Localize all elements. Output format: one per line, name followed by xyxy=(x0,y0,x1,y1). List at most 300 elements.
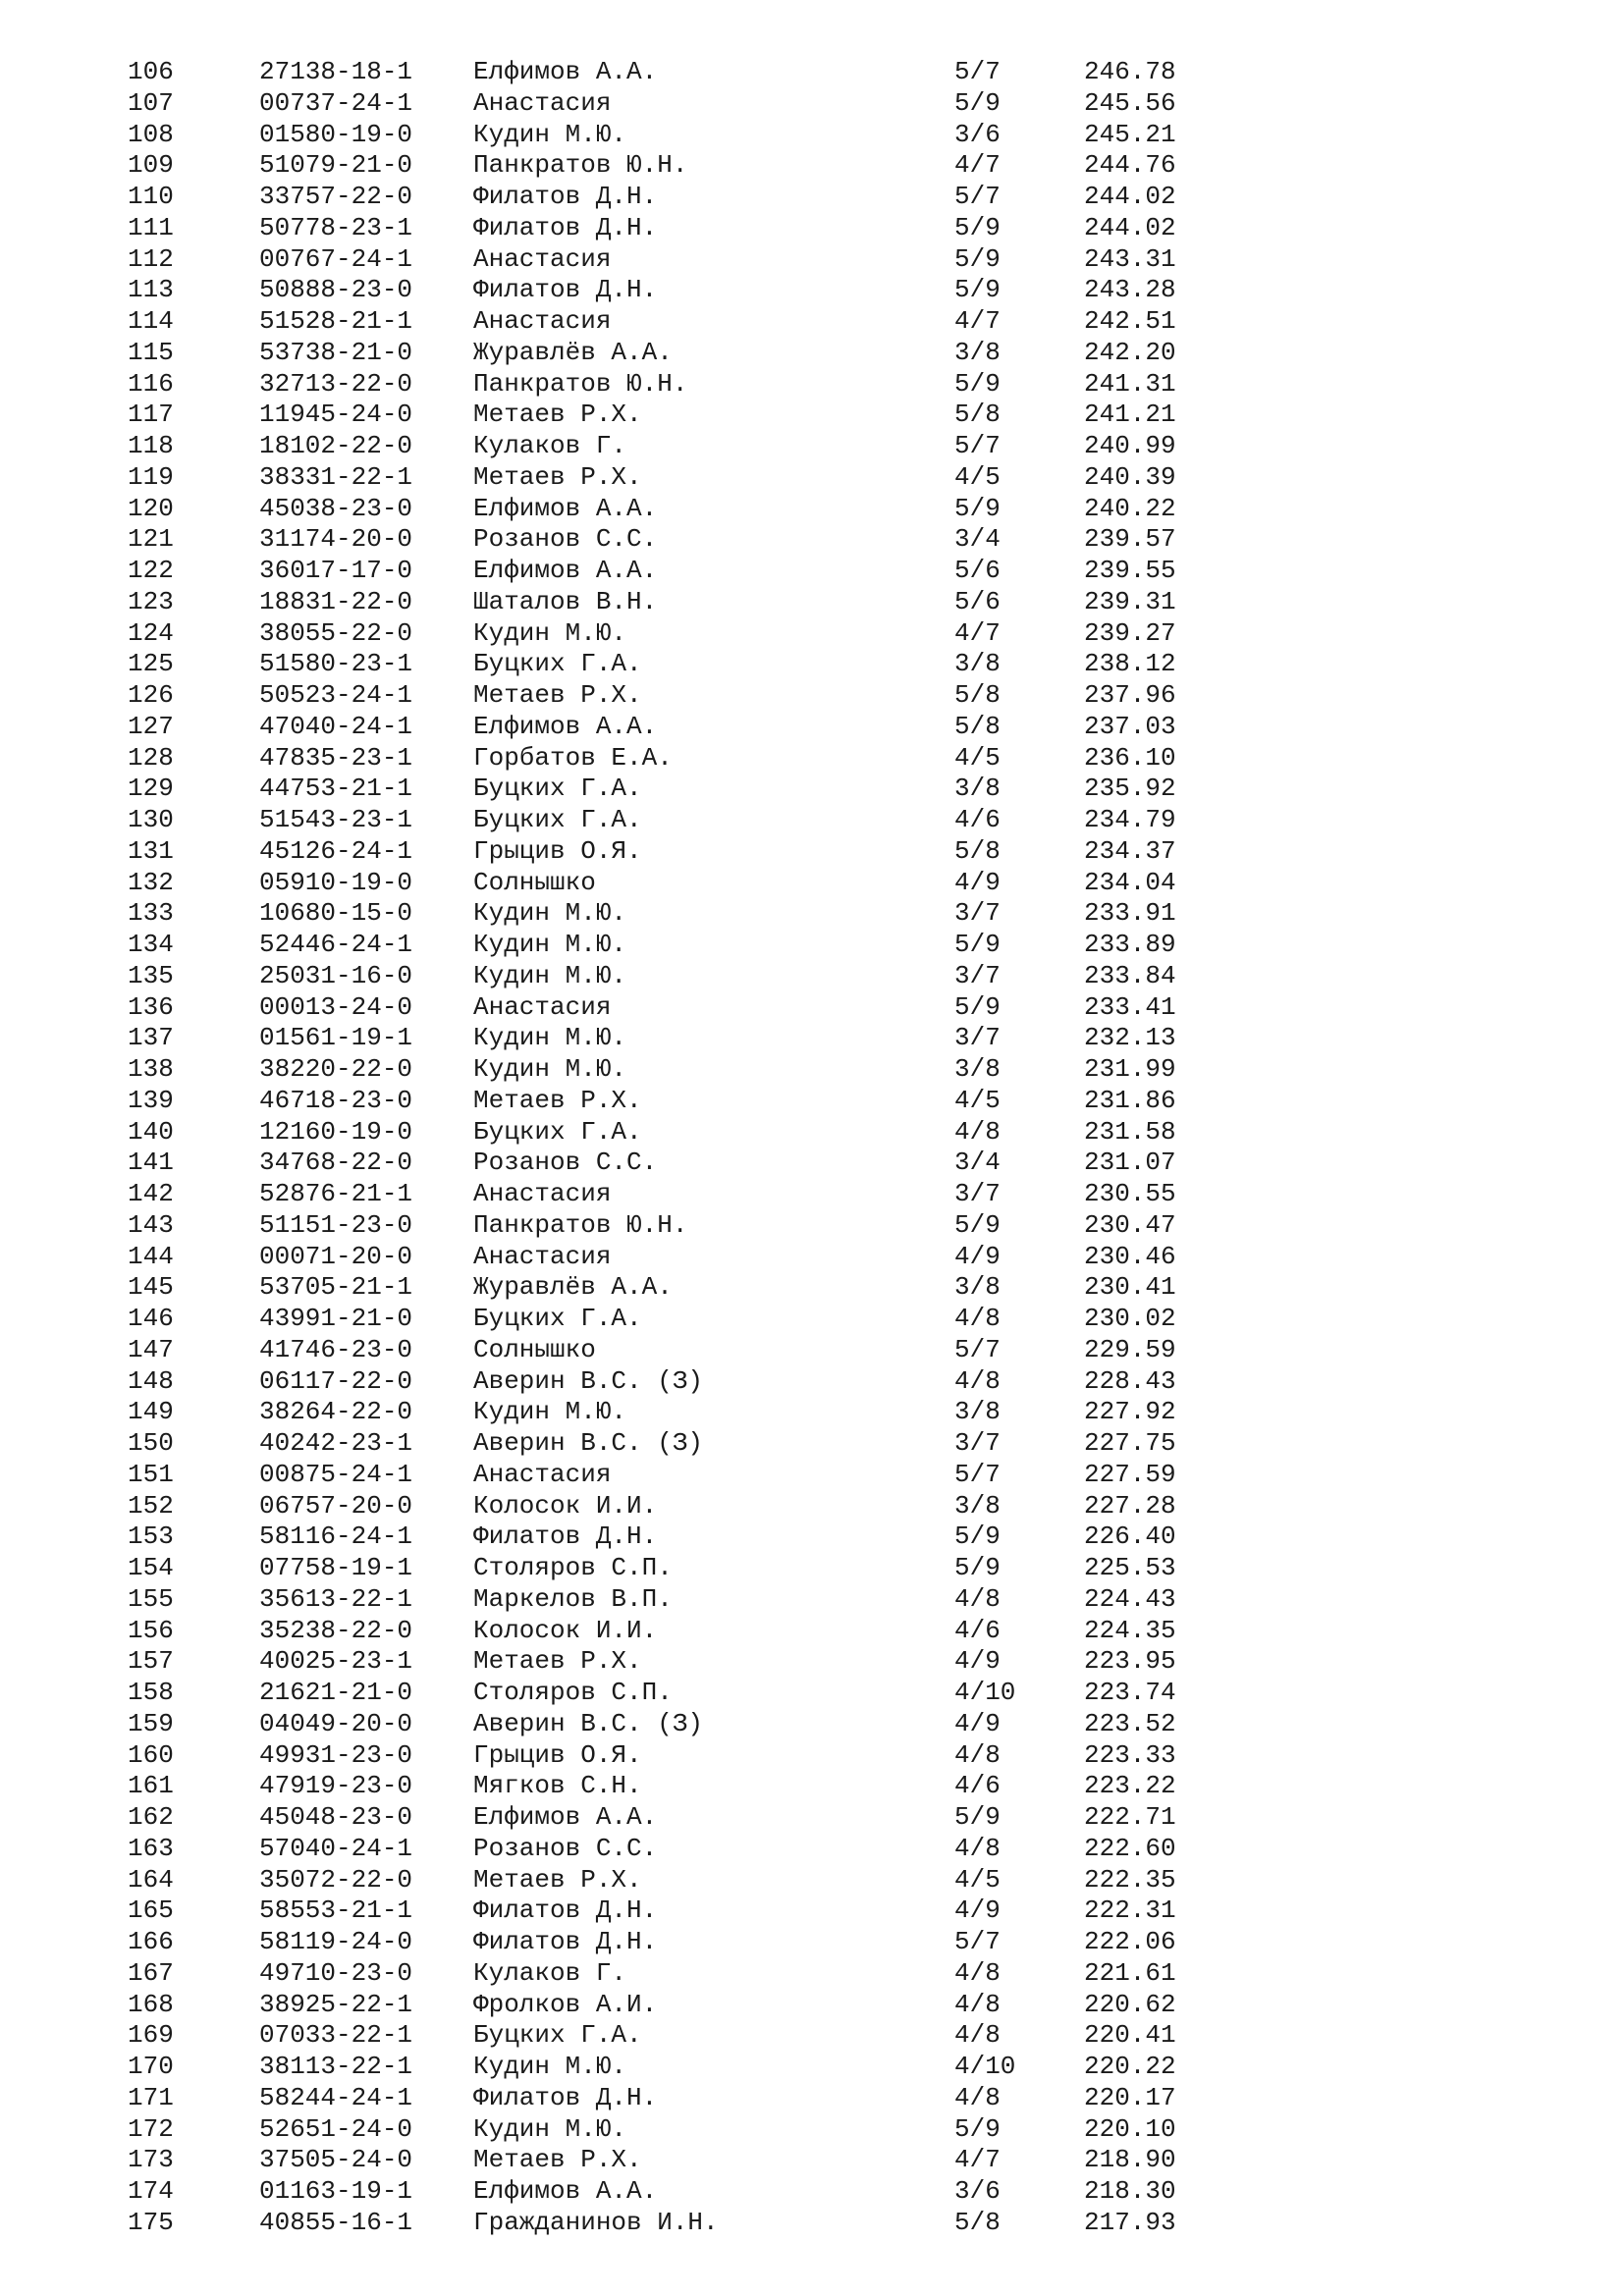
id-code-cell: 34768-22-0 xyxy=(259,1148,413,1178)
ratio-cell: 4/8 xyxy=(954,1304,1001,1333)
list-item xyxy=(0,1304,1624,1335)
owner-name-cell: Буцких Г.А. xyxy=(473,805,642,834)
rank-cell: 150 xyxy=(128,1428,174,1458)
list-item xyxy=(0,1086,1624,1117)
list-item xyxy=(0,1117,1624,1148)
rank-cell: 139 xyxy=(128,1085,174,1115)
owner-name-cell: Анастасия xyxy=(473,1241,612,1271)
score-cell: 230.46 xyxy=(1084,1241,1176,1271)
owner-name-cell: Елфимов А.А. xyxy=(473,57,658,86)
score-cell: 224.43 xyxy=(1084,1583,1176,1614)
id-code-cell: 40025-23-1 xyxy=(259,1646,413,1677)
owner-name-cell: Панкратов Ю.Н. xyxy=(473,368,688,399)
owner-name-cell: Филатов Д.Н. xyxy=(473,2082,658,2112)
id-code-cell: 52876-21-1 xyxy=(259,1179,413,1208)
ratio-cell: 3/8 xyxy=(954,1272,1001,1303)
list-item xyxy=(0,1709,1624,1740)
score-cell: 224.35 xyxy=(1084,1615,1176,1645)
score-cell: 230.41 xyxy=(1084,1272,1176,1303)
list-item xyxy=(0,1210,1624,1242)
ratio-cell: 3/7 xyxy=(954,1023,1001,1053)
ratio-cell: 4/9 xyxy=(954,1241,1001,1271)
owner-name-cell: Журавлёв А.А. xyxy=(473,1272,673,1303)
ratio-cell: 4/7 xyxy=(954,617,1001,648)
score-cell: 231.86 xyxy=(1084,1085,1176,1115)
score-cell: 241.31 xyxy=(1084,368,1176,399)
ratio-cell: 4/8 xyxy=(954,1583,1001,1614)
owner-name-cell: Анастасия xyxy=(473,87,612,118)
list-item xyxy=(0,2208,1624,2239)
ratio-cell: 5/8 xyxy=(954,680,1001,710)
list-item xyxy=(0,1990,1624,2021)
rank-cell: 117 xyxy=(128,400,174,430)
ratio-cell: 4/5 xyxy=(954,461,1001,492)
ratio-cell: 3/7 xyxy=(954,1428,1001,1458)
id-code-cell: 47040-24-1 xyxy=(259,711,413,741)
id-code-cell: 51580-23-1 xyxy=(259,649,413,679)
score-cell: 243.31 xyxy=(1084,243,1176,274)
owner-name-cell: Столяров С.П. xyxy=(473,1553,673,1582)
ratio-cell: 5/9 xyxy=(954,2113,1001,2144)
score-cell: 230.02 xyxy=(1084,1304,1176,1333)
ratio-cell: 5/6 xyxy=(954,586,1001,616)
list-item xyxy=(0,1397,1624,1428)
owner-name-cell: Анастасия xyxy=(473,243,612,274)
rank-cell: 116 xyxy=(128,368,174,399)
score-cell: 218.30 xyxy=(1084,2176,1176,2206)
id-code-cell: 00071-20-0 xyxy=(259,1241,413,1271)
id-code-cell: 38925-22-1 xyxy=(259,1989,413,2019)
owner-name-cell: Метаев Р.Х. xyxy=(473,400,642,430)
id-code-cell: 40242-23-1 xyxy=(259,1428,413,1458)
list-item xyxy=(0,1584,1624,1616)
rank-cell: 146 xyxy=(128,1304,174,1333)
score-cell: 231.58 xyxy=(1084,1116,1176,1147)
list-item xyxy=(0,462,1624,494)
score-cell: 239.57 xyxy=(1084,524,1176,555)
ratio-cell: 5/7 xyxy=(954,182,1001,211)
owner-name-cell: Елфимов А.А. xyxy=(473,556,658,585)
owner-name-cell: Солнышко xyxy=(473,1334,596,1364)
owner-name-cell: Панкратов Ю.Н. xyxy=(473,1209,688,1240)
rank-cell: 112 xyxy=(128,243,174,274)
id-code-cell: 50778-23-1 xyxy=(259,212,413,242)
owner-name-cell: Буцких Г.А. xyxy=(473,774,642,804)
list-item xyxy=(0,2176,1624,2208)
score-cell: 242.20 xyxy=(1084,337,1176,367)
list-item xyxy=(0,1865,1624,1896)
owner-name-cell: Аверин В.С. (З) xyxy=(473,1365,704,1396)
rank-cell: 138 xyxy=(128,1054,174,1084)
id-code-cell: 27138-18-1 xyxy=(259,57,413,86)
rank-cell: 169 xyxy=(128,2020,174,2051)
ratio-cell: 5/9 xyxy=(954,1802,1001,1832)
rank-cell: 126 xyxy=(128,680,174,710)
score-cell: 239.27 xyxy=(1084,617,1176,648)
ratio-cell: 5/7 xyxy=(954,57,1001,86)
rank-cell: 155 xyxy=(128,1583,174,1614)
rank-cell: 167 xyxy=(128,1957,174,1988)
owner-name-cell: Грыцив О.Я. xyxy=(473,1739,642,1770)
score-cell: 225.53 xyxy=(1084,1553,1176,1582)
ratio-cell: 4/8 xyxy=(954,1957,1001,1988)
owner-name-cell: Буцких Г.А. xyxy=(473,1304,642,1333)
id-code-cell: 50523-24-1 xyxy=(259,680,413,710)
id-code-cell: 36017-17-0 xyxy=(259,556,413,585)
ratio-cell: 5/8 xyxy=(954,2207,1001,2237)
list-item xyxy=(0,649,1624,680)
owner-name-cell: Метаев Р.Х. xyxy=(473,1646,642,1677)
score-cell: 240.39 xyxy=(1084,461,1176,492)
ratio-cell: 4/6 xyxy=(954,1615,1001,1645)
id-code-cell: 38055-22-0 xyxy=(259,617,413,648)
id-code-cell: 10680-15-0 xyxy=(259,898,413,929)
rank-cell: 110 xyxy=(128,182,174,211)
owner-name-cell: Столяров С.П. xyxy=(473,1678,673,1707)
ratio-cell: 5/7 xyxy=(954,1334,1001,1364)
ratio-cell: 5/8 xyxy=(954,400,1001,430)
id-code-cell: 32713-22-0 xyxy=(259,368,413,399)
id-code-cell: 38264-22-0 xyxy=(259,1397,413,1427)
id-code-cell: 00875-24-1 xyxy=(259,1459,413,1489)
list-item xyxy=(0,1771,1624,1802)
rank-cell: 108 xyxy=(128,119,174,149)
id-code-cell: 45038-23-0 xyxy=(259,493,413,523)
id-code-cell: 00013-24-0 xyxy=(259,991,413,1022)
id-code-cell: 53738-21-0 xyxy=(259,337,413,367)
score-cell: 233.41 xyxy=(1084,991,1176,1022)
id-code-cell: 49710-23-0 xyxy=(259,1957,413,1988)
owner-name-cell: Филатов Д.Н. xyxy=(473,1896,658,1926)
list-item xyxy=(0,680,1624,712)
score-cell: 222.06 xyxy=(1084,1927,1176,1956)
score-cell: 236.10 xyxy=(1084,742,1176,773)
rank-cell: 136 xyxy=(128,991,174,1022)
rank-cell: 142 xyxy=(128,1179,174,1208)
score-cell: 223.52 xyxy=(1084,1708,1176,1738)
rank-cell: 133 xyxy=(128,898,174,929)
list-item xyxy=(0,120,1624,151)
owner-name-cell: Розанов С.С. xyxy=(473,524,658,555)
id-code-cell: 12160-19-0 xyxy=(259,1116,413,1147)
score-cell: 227.59 xyxy=(1084,1459,1176,1489)
rank-cell: 140 xyxy=(128,1116,174,1147)
ratio-cell: 4/5 xyxy=(954,1085,1001,1115)
score-cell: 222.71 xyxy=(1084,1802,1176,1832)
rank-cell: 157 xyxy=(128,1646,174,1677)
list-item xyxy=(0,1834,1624,1865)
score-cell: 233.91 xyxy=(1084,898,1176,929)
list-item xyxy=(0,1927,1624,1958)
id-code-cell: 52651-24-0 xyxy=(259,2113,413,2144)
ratio-cell: 5/8 xyxy=(954,711,1001,741)
list-item xyxy=(0,1054,1624,1086)
score-cell: 233.89 xyxy=(1084,930,1176,959)
owner-name-cell: Грыцив О.Я. xyxy=(473,835,642,866)
rank-cell: 131 xyxy=(128,835,174,866)
list-item xyxy=(0,182,1624,213)
id-code-cell: 45126-24-1 xyxy=(259,835,413,866)
owner-name-cell: Филатов Д.Н. xyxy=(473,1927,658,1956)
score-cell: 237.03 xyxy=(1084,711,1176,741)
id-code-cell: 07758-19-1 xyxy=(259,1553,413,1582)
rank-cell: 123 xyxy=(128,586,174,616)
list-item xyxy=(0,1460,1624,1491)
ratio-cell: 4/6 xyxy=(954,1771,1001,1801)
ratio-cell: 3/4 xyxy=(954,524,1001,555)
list-item xyxy=(0,1678,1624,1709)
ratio-cell: 5/9 xyxy=(954,991,1001,1022)
rank-cell: 106 xyxy=(128,57,174,86)
owner-name-cell: Аверин В.С. (З) xyxy=(473,1708,704,1738)
rank-cell: 135 xyxy=(128,960,174,990)
score-cell: 223.22 xyxy=(1084,1771,1176,1801)
rank-cell: 174 xyxy=(128,2176,174,2206)
score-cell: 235.92 xyxy=(1084,774,1176,804)
owner-name-cell: Панкратов Ю.Н. xyxy=(473,150,688,181)
score-cell: 245.21 xyxy=(1084,119,1176,149)
score-cell: 227.92 xyxy=(1084,1397,1176,1427)
id-code-cell: 01163-19-1 xyxy=(259,2176,413,2206)
list-item xyxy=(0,400,1624,431)
owner-name-cell: Кулаков Г. xyxy=(473,1957,627,1988)
rank-cell: 137 xyxy=(128,1023,174,1053)
rank-cell: 173 xyxy=(128,2145,174,2175)
ratio-cell: 3/7 xyxy=(954,960,1001,990)
list-item xyxy=(0,2083,1624,2114)
owner-name-cell: Елфимов А.А. xyxy=(473,2176,658,2206)
score-cell: 221.61 xyxy=(1084,1957,1176,1988)
id-code-cell: 40855-16-1 xyxy=(259,2207,413,2237)
score-cell: 237.96 xyxy=(1084,680,1176,710)
score-cell: 220.17 xyxy=(1084,2082,1176,2112)
score-cell: 234.79 xyxy=(1084,805,1176,834)
score-cell: 246.78 xyxy=(1084,57,1176,86)
score-cell: 220.22 xyxy=(1084,2052,1176,2081)
rank-cell: 130 xyxy=(128,805,174,834)
owner-name-cell: Кудин М.Ю. xyxy=(473,1397,627,1427)
owner-name-cell: Мягков С.Н. xyxy=(473,1771,642,1801)
id-code-cell: 06757-20-0 xyxy=(259,1490,413,1521)
rank-cell: 152 xyxy=(128,1490,174,1521)
list-item xyxy=(0,494,1624,525)
id-code-cell: 49931-23-0 xyxy=(259,1739,413,1770)
id-code-cell: 21621-21-0 xyxy=(259,1678,413,1707)
score-cell: 222.60 xyxy=(1084,1833,1176,1863)
list-item xyxy=(0,213,1624,244)
ratio-cell: 4/8 xyxy=(954,2020,1001,2051)
rank-cell: 129 xyxy=(128,774,174,804)
score-cell: 245.56 xyxy=(1084,87,1176,118)
id-code-cell: 35072-22-0 xyxy=(259,1864,413,1895)
list-item xyxy=(0,1335,1624,1366)
owner-name-cell: Метаев Р.Х. xyxy=(473,1864,642,1895)
list-item xyxy=(0,1491,1624,1522)
list-item xyxy=(0,1179,1624,1210)
owner-name-cell: Кудин М.Ю. xyxy=(473,960,627,990)
list-item xyxy=(0,961,1624,992)
ratio-cell: 4/9 xyxy=(954,867,1001,897)
rank-cell: 154 xyxy=(128,1553,174,1582)
list-item xyxy=(0,524,1624,556)
rank-cell: 160 xyxy=(128,1739,174,1770)
list-item xyxy=(0,868,1624,899)
score-cell: 233.84 xyxy=(1084,960,1176,990)
score-cell: 244.76 xyxy=(1084,150,1176,181)
ratio-cell: 4/5 xyxy=(954,1864,1001,1895)
list-item xyxy=(0,88,1624,120)
owner-name-cell: Кудин М.Ю. xyxy=(473,1023,627,1053)
rank-cell: 164 xyxy=(128,1864,174,1895)
id-code-cell: 52446-24-1 xyxy=(259,930,413,959)
id-code-cell: 33757-22-0 xyxy=(259,182,413,211)
score-cell: 222.31 xyxy=(1084,1896,1176,1926)
rank-cell: 165 xyxy=(128,1896,174,1926)
score-cell: 218.90 xyxy=(1084,2145,1176,2175)
id-code-cell: 06117-22-0 xyxy=(259,1365,413,1396)
owner-name-cell: Буцких Г.А. xyxy=(473,1116,642,1147)
owner-name-cell: Метаев Р.Х. xyxy=(473,1085,642,1115)
ratio-cell: 4/8 xyxy=(954,1365,1001,1396)
id-code-cell: 41746-23-0 xyxy=(259,1334,413,1364)
rank-cell: 109 xyxy=(128,150,174,181)
score-cell: 241.21 xyxy=(1084,400,1176,430)
rank-cell: 115 xyxy=(128,337,174,367)
rank-cell: 156 xyxy=(128,1615,174,1645)
score-cell: 220.10 xyxy=(1084,2113,1176,2144)
score-cell: 217.93 xyxy=(1084,2207,1176,2237)
owner-name-cell: Шаталов В.Н. xyxy=(473,586,658,616)
ratio-cell: 5/8 xyxy=(954,835,1001,866)
list-item xyxy=(0,57,1624,88)
ratio-cell: 5/9 xyxy=(954,930,1001,959)
rank-cell: 171 xyxy=(128,2082,174,2112)
ratio-cell: 3/7 xyxy=(954,1179,1001,1208)
ratio-cell: 3/6 xyxy=(954,2176,1001,2206)
rank-cell: 161 xyxy=(128,1771,174,1801)
ratio-cell: 3/4 xyxy=(954,1148,1001,1178)
list-item xyxy=(0,2114,1624,2146)
list-item xyxy=(0,587,1624,618)
id-code-cell: 51543-23-1 xyxy=(259,805,413,834)
id-code-cell: 43991-21-0 xyxy=(259,1304,413,1333)
ratio-cell: 4/8 xyxy=(954,1833,1001,1863)
rank-cell: 172 xyxy=(128,2113,174,2144)
ratio-cell: 4/10 xyxy=(954,2052,1016,2081)
owner-name-cell: Кудин М.Ю. xyxy=(473,930,627,959)
owner-name-cell: Кудин М.Ю. xyxy=(473,1054,627,1084)
list-item xyxy=(0,1740,1624,1772)
ratio-cell: 4/9 xyxy=(954,1708,1001,1738)
list-item xyxy=(0,1958,1624,1990)
rank-cell: 168 xyxy=(128,1989,174,2019)
ratio-cell: 4/8 xyxy=(954,1989,1001,2019)
owner-name-cell: Маркелов В.П. xyxy=(473,1583,673,1614)
id-code-cell: 25031-16-0 xyxy=(259,960,413,990)
owner-name-cell: Анастасия xyxy=(473,991,612,1022)
score-cell: 223.95 xyxy=(1084,1646,1176,1677)
list-item xyxy=(0,2052,1624,2083)
list-item xyxy=(0,338,1624,369)
id-code-cell: 45048-23-0 xyxy=(259,1802,413,1832)
list-item xyxy=(0,1428,1624,1460)
ratio-cell: 3/8 xyxy=(954,1397,1001,1427)
list-item xyxy=(0,2020,1624,2052)
owner-name-cell: Анастасия xyxy=(473,1459,612,1489)
rank-cell: 175 xyxy=(128,2207,174,2237)
ratio-cell: 3/8 xyxy=(954,1490,1001,1521)
owner-name-cell: Кудин М.Ю. xyxy=(473,617,627,648)
score-cell: 227.75 xyxy=(1084,1428,1176,1458)
id-code-cell: 53705-21-1 xyxy=(259,1272,413,1303)
rank-cell: 128 xyxy=(128,742,174,773)
id-code-cell: 18102-22-0 xyxy=(259,431,413,460)
owner-name-cell: Гражданинов И.Н. xyxy=(473,2207,719,2237)
score-cell: 240.22 xyxy=(1084,493,1176,523)
id-code-cell: 51151-23-0 xyxy=(259,1209,413,1240)
rank-cell: 113 xyxy=(128,275,174,305)
ratio-cell: 5/9 xyxy=(954,275,1001,305)
ratio-cell: 3/8 xyxy=(954,337,1001,367)
list-item xyxy=(0,1242,1624,1273)
ratio-cell: 5/9 xyxy=(954,1522,1001,1552)
list-item xyxy=(0,774,1624,805)
owner-name-cell: Розанов С.С. xyxy=(473,1148,658,1178)
owner-name-cell: Буцких Г.А. xyxy=(473,2020,642,2051)
rank-cell: 124 xyxy=(128,617,174,648)
id-code-cell: 58116-24-1 xyxy=(259,1522,413,1552)
list-item xyxy=(0,1023,1624,1054)
ratio-cell: 3/7 xyxy=(954,898,1001,929)
list-item xyxy=(0,556,1624,587)
ratio-cell: 3/6 xyxy=(954,119,1001,149)
list-item xyxy=(0,1616,1624,1647)
score-cell: 220.62 xyxy=(1084,1989,1176,2019)
list-item xyxy=(0,1802,1624,1834)
id-code-cell: 18831-22-0 xyxy=(259,586,413,616)
id-code-cell: 44753-21-1 xyxy=(259,774,413,804)
owner-name-cell: Солнышко xyxy=(473,867,596,897)
ratio-cell: 4/9 xyxy=(954,1896,1001,1926)
list-item xyxy=(0,1148,1624,1179)
owner-name-cell: Филатов Д.Н. xyxy=(473,1522,658,1552)
list-item xyxy=(0,992,1624,1024)
rank-cell: 166 xyxy=(128,1927,174,1956)
rank-cell: 163 xyxy=(128,1833,174,1863)
list-item xyxy=(0,712,1624,743)
score-cell: 226.40 xyxy=(1084,1522,1176,1552)
owner-name-cell: Анастасия xyxy=(473,1179,612,1208)
owner-name-cell: Фролков А.И. xyxy=(473,1989,658,2019)
list-item xyxy=(0,2145,1624,2176)
id-code-cell: 46718-23-0 xyxy=(259,1085,413,1115)
rank-cell: 144 xyxy=(128,1241,174,1271)
list-item xyxy=(0,1272,1624,1304)
score-cell: 227.28 xyxy=(1084,1490,1176,1521)
list-item xyxy=(0,1522,1624,1553)
id-code-cell: 57040-24-1 xyxy=(259,1833,413,1863)
id-code-cell: 47919-23-0 xyxy=(259,1771,413,1801)
ratio-cell: 3/8 xyxy=(954,774,1001,804)
owner-name-cell: Филатов Д.Н. xyxy=(473,182,658,211)
ratio-cell: 4/7 xyxy=(954,306,1001,336)
rank-cell: 143 xyxy=(128,1209,174,1240)
list-item xyxy=(0,369,1624,400)
ratio-cell: 4/6 xyxy=(954,805,1001,834)
rank-cell: 127 xyxy=(128,711,174,741)
score-cell: 229.59 xyxy=(1084,1334,1176,1364)
score-cell: 230.47 xyxy=(1084,1209,1176,1240)
